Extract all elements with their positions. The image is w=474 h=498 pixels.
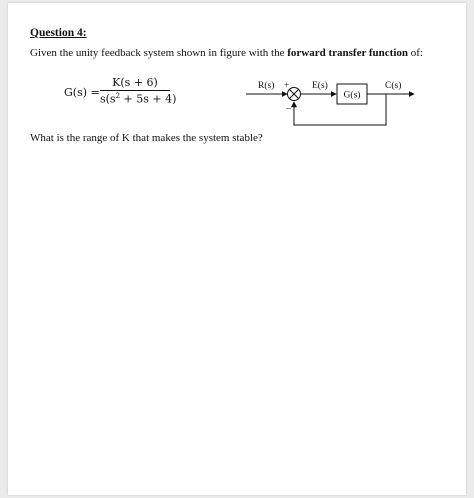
formula-lhs: G(s) = [64, 86, 100, 99]
denominator-part-b: + 5s + 4) [120, 92, 177, 106]
intro-text-end: of: [408, 47, 423, 59]
minus-sign: − [286, 105, 292, 115]
output-label: C(s) [385, 81, 402, 91]
denominator-exponent: 2 [115, 92, 121, 100]
intro-text-bold: forward transfer function [287, 47, 409, 59]
block-diagram [244, 77, 420, 137]
plus-sign: + [284, 81, 290, 91]
summing-junction [288, 88, 301, 101]
denominator-part-a: s(s [100, 92, 116, 106]
block-label: G(s) [343, 90, 361, 101]
question-heading: Question 4: [30, 27, 87, 39]
question-intro [30, 47, 423, 59]
formula-fraction [100, 76, 177, 106]
error-label: E(s) [312, 81, 328, 91]
input-label: R(s) [258, 81, 275, 91]
intro-text-start: Given the unity feedback system shown in figure with the [30, 47, 288, 59]
formula-numerator: K(s + 6) [112, 76, 158, 89]
formula-denominator [100, 91, 177, 106]
question-text: What is the range of K that makes the system stable? [30, 132, 263, 144]
document-page [8, 3, 466, 495]
